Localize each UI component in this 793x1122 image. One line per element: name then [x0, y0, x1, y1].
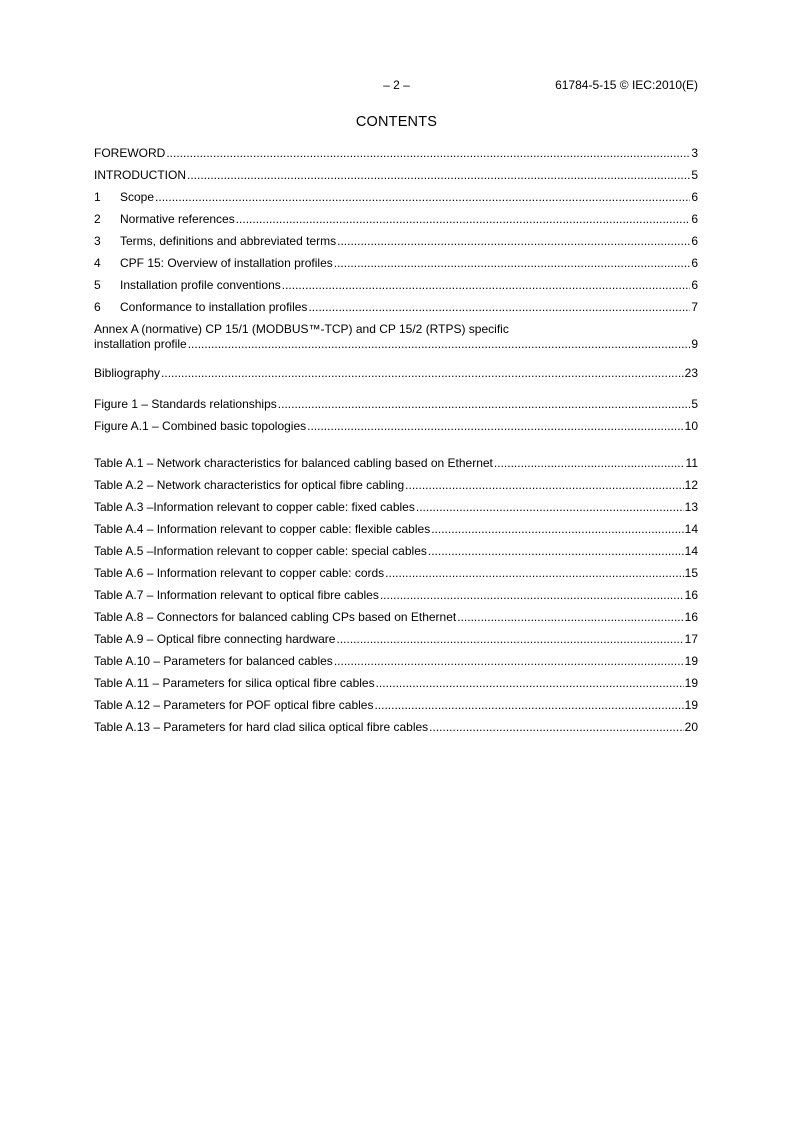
toc-entry-table[interactable] [94, 588, 698, 610]
toc-entry-page: 5 [691, 168, 698, 182]
dot-leader [308, 300, 690, 314]
toc-entry-scope[interactable] [94, 190, 698, 212]
toc-entry-label-continued: installation profile [94, 337, 187, 351]
dot-leader [336, 632, 683, 646]
toc-entry-page: 3 [691, 146, 698, 160]
dot-leader [161, 366, 684, 380]
toc-entry-label: Table A.11 – Parameters for silica optical fibre cables [94, 676, 375, 690]
toc-entry-number: 4 [94, 256, 101, 270]
toc-entry-label: Bibliography [94, 366, 161, 380]
dot-leader [431, 522, 683, 536]
toc-entry-label: Table A.12 – Parameters for POF optical fibre cables [94, 698, 374, 712]
dot-leader [188, 337, 691, 351]
toc-entry-table[interactable] [94, 632, 698, 654]
toc-entry-table[interactable] [94, 478, 698, 500]
toc-entry-installation-profile-conventions[interactable] [94, 278, 698, 300]
toc-entry-page: 15 [684, 566, 698, 580]
dot-leader [166, 146, 690, 160]
toc-entry-page: 23 [684, 366, 698, 380]
toc-entry-page: 6 [691, 212, 698, 226]
page-number: – 2 – [383, 78, 410, 92]
toc-entry-conformance[interactable] [94, 300, 698, 322]
dot-leader [380, 588, 684, 602]
toc-entry-page: 16 [684, 588, 698, 602]
toc-entry-page: 14 [684, 522, 698, 536]
dot-leader [334, 256, 691, 270]
toc-entry-page: 16 [684, 610, 698, 624]
dot-leader [374, 698, 683, 712]
toc-entry-label: Conformance to installation profiles [120, 300, 308, 314]
toc-entry-label: Table A.5 –Information relevant to copper cable: special cables [94, 544, 427, 558]
toc-entry-page: 6 [691, 278, 698, 292]
toc-entry-label: Table A.6 – Information relevant to copper cable: cords [94, 566, 385, 580]
dot-leader [187, 168, 690, 182]
toc-entry-cpf15-overview[interactable] [94, 256, 698, 278]
dot-leader [282, 278, 691, 292]
toc-entry-label: Figure A.1 – Combined basic topologies [94, 419, 307, 433]
toc-entry-page: 20 [684, 720, 698, 734]
dot-leader [334, 654, 684, 668]
toc-entry-table[interactable] [94, 676, 698, 698]
toc-entry-label: Table A.10 – Parameters for balanced cables [94, 654, 333, 668]
dot-leader [236, 212, 691, 226]
toc-entry-bibliography[interactable] [94, 366, 698, 388]
dot-leader [405, 478, 683, 492]
toc-entry-terms-definitions[interactable] [94, 234, 698, 256]
toc-entry-label: Normative references [120, 212, 235, 226]
toc-entry-page: 7 [691, 300, 698, 314]
toc-entry-table[interactable] [94, 500, 698, 522]
toc-entry-label: FOREWORD [94, 146, 166, 160]
toc-entry-page: 12 [684, 478, 698, 492]
toc-entry-label: Table A.8 – Connectors for balanced cabling CPs based on Ethernet [94, 610, 457, 624]
toc-entry-table[interactable] [94, 610, 698, 632]
toc-entry-normative-references[interactable] [94, 212, 698, 234]
dot-leader [337, 234, 690, 248]
toc-entry-table[interactable] [94, 566, 698, 588]
toc-figures-section [94, 397, 698, 441]
toc-entry-label: CPF 15: Overview of installation profiles [120, 256, 333, 270]
toc-entry-table[interactable] [94, 698, 698, 720]
toc-entry-table[interactable] [94, 654, 698, 676]
toc-entry-label: Table A.3 –Information relevant to copper cable: fixed cables [94, 500, 415, 514]
toc-entry-page: 13 [684, 500, 698, 514]
toc-entry-label: Table A.9 – Optical fibre connecting hardware [94, 632, 336, 646]
dot-leader [307, 419, 684, 433]
toc-entry-number: 3 [94, 234, 101, 248]
dot-leader [155, 190, 690, 204]
toc-entry-table[interactable] [94, 456, 698, 478]
toc-entry-number: 6 [94, 300, 101, 314]
toc-entry-label: Annex A (normative) CP 15/1 (MODBUS™-TCP) and CP 15/2 (RTPS) specific [94, 322, 509, 336]
toc-entry-page: 19 [684, 698, 698, 712]
toc-entry-label: Table A.1 – Network characteristics for balanced cabling based on Ethernet [94, 456, 493, 470]
toc-entry-label: Terms, definitions and abbreviated terms [120, 234, 337, 248]
dot-leader [376, 676, 684, 690]
contents-title: CONTENTS [355, 114, 438, 130]
page-header [95, 78, 698, 94]
toc-entry-page: 19 [684, 676, 698, 690]
toc-entry-page: 5 [691, 397, 698, 411]
toc-entry-page: 10 [684, 419, 698, 433]
dot-leader [494, 456, 685, 470]
dot-leader [278, 397, 691, 411]
toc-entry-label: Table A.2 – Network characteristics for optical fibre cabling [94, 478, 405, 492]
toc-tables-section [94, 456, 698, 742]
toc-entry-page: 6 [691, 190, 698, 204]
toc-entry-label: Table A.13 – Parameters for hard clad silica optical fibre cables [94, 720, 429, 734]
toc-entry-label: INTRODUCTION [94, 168, 186, 182]
toc-entry-annex-a[interactable] [94, 322, 698, 366]
toc-entry-page: 19 [684, 654, 698, 668]
dot-leader [416, 500, 684, 514]
dot-leader [457, 610, 683, 624]
toc-entry-table[interactable] [94, 522, 698, 544]
toc-entry-page: 6 [691, 234, 698, 248]
toc-entry-label: Installation profile conventions [120, 278, 281, 292]
toc-entry-foreword[interactable] [94, 146, 698, 168]
dot-leader [385, 566, 683, 580]
toc-entry-number: 5 [94, 278, 101, 292]
dot-leader [429, 720, 683, 734]
toc-entry-label: Table A.4 – Information relevant to copper cable: flexible cables [94, 522, 431, 536]
toc-entry-page: 14 [684, 544, 698, 558]
toc-entry-table[interactable] [94, 544, 698, 566]
toc-entry-table[interactable] [94, 720, 698, 742]
toc-entry-page: 11 [685, 456, 698, 470]
toc-entry-page: 17 [684, 632, 698, 646]
toc-entry-number: 1 [94, 190, 101, 204]
document-identifier: 61784-5-15 © IEC:2010(E) [555, 78, 698, 92]
toc-entry-number: 2 [94, 212, 101, 226]
toc-entry-label: Table A.7 – Information relevant to optical fibre cables [94, 588, 379, 602]
dot-leader [428, 544, 684, 558]
toc-entry-introduction[interactable] [94, 168, 698, 190]
toc-entry-label: Figure 1 – Standards relationships [94, 397, 277, 411]
toc-entry-label: Scope [120, 190, 155, 204]
toc-entry-figure[interactable] [94, 419, 698, 441]
toc-entry-figure[interactable] [94, 397, 698, 419]
toc-main-section [94, 146, 698, 388]
toc-entry-page: 6 [691, 256, 698, 270]
toc-entry-page: 9 [691, 337, 698, 351]
